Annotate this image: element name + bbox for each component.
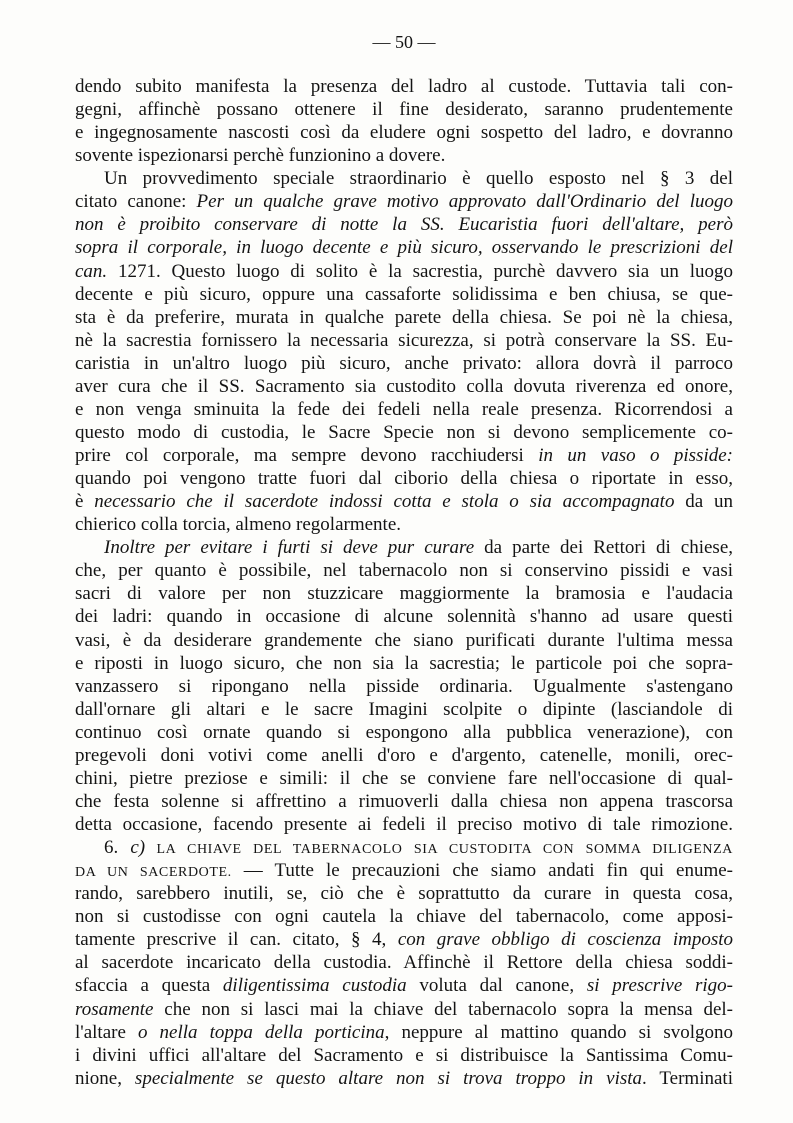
text-run: che non si lasci mai la chiave del tabernacolo sopra la mensa del- — [153, 998, 733, 1020]
text-line — [75, 444, 733, 467]
text-line: e riposti in luogo sicuro, che non sia la sacrestia; le particole poi che sopra- — [75, 652, 733, 674]
text-line — [75, 859, 733, 882]
italic-text: rosamente — [75, 998, 154, 1020]
italic-text: diligentissima custodia — [222, 975, 407, 997]
italic-text: con grave obbligo di coscienza imposto — [397, 929, 733, 951]
text-line — [75, 190, 733, 213]
text-run: citato canone: — [75, 191, 197, 213]
text-line: i divini uffici all'altare del Sacramento e si distribuisce la Santissima Comu- — [75, 1044, 733, 1066]
text-line: al sacerdote incaricato della custodia. Affinchè il Rettore della chiesa soddi- — [75, 952, 733, 974]
text-line: detta occasione, facendo presente ai fedeli il preciso motivo di tale rimozione. — [75, 814, 733, 835]
section-number: 6. — [104, 837, 131, 859]
italic-text: specialmente se questo altare non si trova troppo in vista — [134, 1067, 643, 1089]
text-run: tamente prescrive il can. citato, § 4, — [75, 929, 398, 951]
text-line: chierico colla torcia, almeno regolarmente. — [75, 514, 402, 536]
paragraph — [75, 836, 733, 1090]
italic-text: Per un qualche grave motivo approvato dall'Ordinario del luogo — [196, 191, 733, 213]
paragraph — [75, 167, 733, 536]
small-caps-heading: DA UN SACERDOTE. — [75, 865, 232, 881]
italic-text: can. — [75, 260, 108, 282]
italic-text: necessario che il sacerdote indossi cotta e stola o sia accompagnato — [94, 491, 675, 513]
text-line: caristia in un'altro luogo più sicuro, anche privato: allora dovrà il parroco — [75, 352, 733, 374]
text-run: sfaccia a questa — [75, 975, 223, 997]
text-run: da un — [674, 491, 734, 513]
text-run: . Terminati — [642, 1067, 733, 1089]
text-line: Un provvedimento speciale straordinario è quello esposto nel § 3 del — [104, 168, 733, 190]
text-line: vasi, è da desiderare grandemente che siano purificati durante l'ultima messa — [75, 629, 733, 651]
text-line — [75, 1021, 733, 1044]
text-line — [75, 536, 733, 559]
text-run: 1271. Questo luogo di solito è la sacrestia, purchè davvero sia un luogo — [107, 260, 733, 282]
text-line: pregevoli doni votivi come anelli d'oro e d'argento, catenelle, monili, orec- — [75, 744, 733, 766]
text-line — [75, 928, 733, 951]
text-run: nione, — [75, 1067, 135, 1089]
paragraph — [75, 536, 733, 836]
text-line: decente e più sicuro, oppure una cassaforte solidissima e ben chiusa, se que- — [75, 283, 733, 305]
text-line: dendo subito manifesta la presenza del ladro al custode. Tuttavia tali con- — [75, 76, 733, 97]
text-line: sopra il corporale, in luogo decente e più sicuro, osservando le prescrizioni del — [75, 237, 733, 259]
text-line: chini, pietre preziose e simili: il che se conviene fare nell'occasione di qual- — [75, 767, 733, 789]
text-line: che festa solenne si affrettino a rimuoverli dalla chiesa non appena trascorsa — [75, 790, 733, 812]
italic-text: si prescrive rigo- — [586, 975, 733, 997]
text-line: e ingegnosamente nascosti così da eludere ogni sospetto del ladro, e dovranno — [75, 122, 733, 144]
text-line: questo modo di custodia, le Sacre Specie non si devono semplicemente co- — [75, 421, 733, 443]
text-run: , neppure al mattino quando si svolgono — [384, 1021, 733, 1043]
page-body — [75, 75, 733, 1090]
text-line — [75, 1067, 733, 1090]
section-heading-line — [75, 836, 733, 859]
text-line: continuo così ornate quando si espongono alla pubblica venerazione), con — [75, 721, 733, 743]
italic-text: in un vaso o pisside: — [538, 445, 733, 466]
section-letter: c) — [130, 837, 146, 859]
text-line: rando, sarebbero inutili, se, ciò che è soprattutto da curare in questa cosa, — [75, 883, 733, 905]
text-line: non si custodisse con ogni cautela la chiave del tabernacolo, come apposi- — [75, 906, 733, 928]
text-line: sovente ispezionarsi perchè funzionino a dovere. — [75, 145, 446, 167]
text-line: sta è da preferire, murata in qualche parete della chiesa. Se poi nè la chiesa, — [75, 306, 733, 328]
page-number: — 50 — — [372, 32, 436, 52]
italic-text: Inoltre per evitare i furti si deve pur curare — [104, 537, 475, 559]
text-line — [75, 974, 733, 997]
text-line: nè la sacrestia fornissero la necessaria sicurezza, si potrà conservare la SS. Eu- — [75, 329, 733, 351]
text-line: che, per quanto è possibile, nel tabernacolo non si conservino pissidi e vasi — [75, 560, 733, 582]
text-line — [75, 260, 733, 283]
text-line: e non venga sminuita la fede dei fedeli nella reale presenza. Ricorrendosi a — [75, 398, 733, 420]
text-line: dall'ornare gli altari e le sacre Imagini scolpite o dipinte (lasciandole di — [75, 698, 733, 720]
text-run: è — [75, 491, 95, 513]
text-run: — Tutte le precauzioni che siamo andati fin qui enume- — [231, 860, 734, 882]
text-line: gegni, affinchè possano ottenere il fine desiderato, saranno prudentemente — [75, 99, 733, 121]
text-run: voluta dal canone, — [406, 975, 587, 997]
text-line: dei ladri: quando in occasione di alcune solennità s'hanno ad usare questi — [75, 606, 733, 628]
text-line: non è proibito conservare di notte la SS. Eucaristia fuori dell'altare, però — [75, 214, 733, 236]
italic-text: o nella toppa della porticina — [137, 1021, 385, 1043]
text-run: prire col corporale, ma sempre devono racchiudersi — [75, 445, 539, 466]
text-line: quando poi vengono tratte fuori dal ciborio della chiesa o riportate in esso, — [75, 468, 733, 490]
text-run: da parte dei Rettori di chiese, — [474, 537, 733, 559]
text-line: aver cura che il SS. Sacramento sia custodito colla dovuta riverenza ed onore, — [75, 375, 733, 397]
text-line — [75, 998, 733, 1021]
small-caps-heading: LA CHIAVE DEL TABERNACOLO SIA CUSTODITA CON SOMMA DILIGENZA — [145, 842, 734, 858]
text-line: sacri di valore per non stuzzicare maggiormente la bramosia e l'audacia — [75, 583, 733, 605]
text-line — [75, 490, 733, 513]
paragraph — [75, 75, 733, 167]
text-run: l'altare — [75, 1021, 138, 1043]
text-line: vanzassero si ripongano nella pisside ordinaria. Ugualmente s'astengano — [75, 675, 733, 697]
